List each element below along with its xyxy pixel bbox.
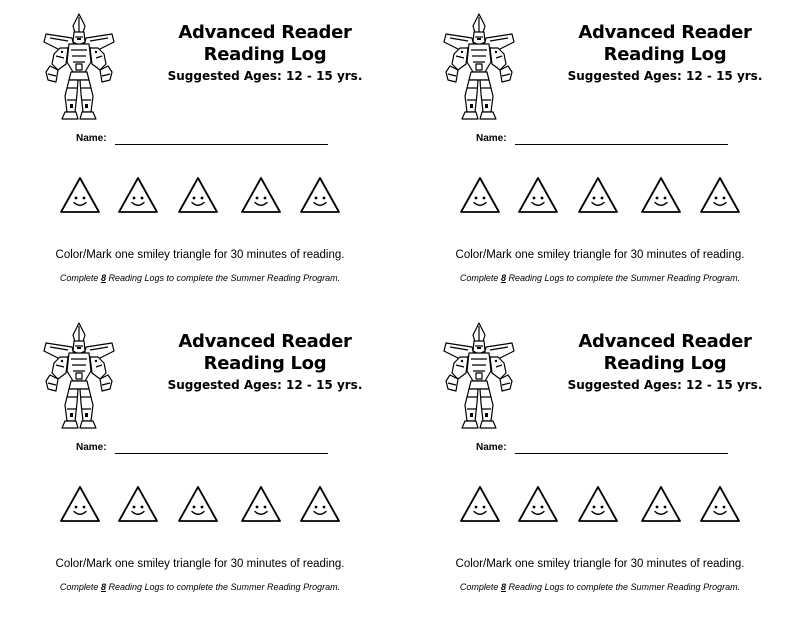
smiley-triangle-icon[interactable] (239, 484, 283, 524)
robot-icon (438, 12, 520, 122)
name-field[interactable] (115, 444, 328, 454)
completion-prefix: Complete (59, 273, 101, 283)
completion-number: 8 (500, 273, 506, 283)
card-title-line1: Advanced Reader (178, 22, 352, 43)
reading-log-card (0, 0, 400, 309)
name-field[interactable] (515, 135, 728, 145)
name-label: Name: (76, 442, 107, 453)
completion-prefix: Complete (59, 582, 101, 592)
name-row (76, 133, 328, 145)
smiley-triangle-row (458, 484, 748, 526)
smiley-triangle-icon[interactable] (116, 484, 160, 524)
smiley-triangle-icon[interactable] (176, 484, 220, 524)
reading-log-card (0, 309, 400, 618)
card-title-line2: Reading Log (203, 353, 327, 374)
smiley-triangle-row (458, 175, 748, 217)
completion-note (400, 272, 800, 284)
completion-suffix: Reading Logs to complete the Summer Reading Program. (505, 273, 741, 283)
reading-log-card (400, 309, 800, 618)
name-label: Name: (76, 133, 107, 144)
card-title-line1: Advanced Reader (578, 331, 752, 352)
name-label: Name: (476, 442, 507, 453)
completion-prefix: Complete (459, 582, 501, 592)
completion-number: 8 (500, 582, 506, 592)
instruction-text: Color/Mark one smiley triangle for 30 minutes of reading. (455, 249, 745, 261)
name-field[interactable] (115, 135, 328, 145)
smiley-triangle-icon[interactable] (698, 175, 742, 215)
smiley-triangle-icon[interactable] (58, 175, 102, 215)
instruction-text: Color/Mark one smiley triangle for 30 minutes of reading. (455, 558, 745, 570)
completion-note (0, 272, 400, 284)
card-title-line2: Reading Log (603, 44, 727, 65)
card-title-line2: Reading Log (203, 44, 327, 65)
smiley-triangle-icon[interactable] (576, 175, 620, 215)
smiley-triangle-row (58, 484, 348, 526)
smiley-triangle-icon[interactable] (458, 175, 502, 215)
robot-icon (38, 321, 120, 431)
smiley-triangle-row (58, 175, 348, 217)
smiley-triangle-icon[interactable] (116, 175, 160, 215)
instruction-text: Color/Mark one smiley triangle for 30 minutes of reading. (55, 249, 345, 261)
smiley-triangle-icon[interactable] (239, 175, 283, 215)
smiley-triangle-icon[interactable] (516, 484, 560, 524)
smiley-triangle-icon[interactable] (298, 484, 342, 524)
smiley-triangle-icon[interactable] (516, 175, 560, 215)
smiley-triangle-icon[interactable] (698, 484, 742, 524)
suggested-ages: Suggested Ages: 12 - 15 yrs. (567, 378, 763, 392)
robot-icon (38, 12, 120, 122)
smiley-triangle-icon[interactable] (58, 484, 102, 524)
completion-number: 8 (100, 273, 106, 283)
instruction-text: Color/Mark one smiley triangle for 30 minutes of reading. (55, 558, 345, 570)
card-title-line1: Advanced Reader (578, 22, 752, 43)
completion-note (400, 581, 800, 593)
name-row (476, 442, 728, 454)
name-row (476, 133, 728, 145)
completion-prefix: Complete (459, 273, 501, 283)
smiley-triangle-icon[interactable] (176, 175, 220, 215)
smiley-triangle-icon[interactable] (639, 175, 683, 215)
suggested-ages: Suggested Ages: 12 - 15 yrs. (567, 69, 763, 83)
card-title-line1: Advanced Reader (178, 331, 352, 352)
title-block (535, 22, 795, 84)
smiley-triangle-icon[interactable] (458, 484, 502, 524)
robot-icon (438, 321, 520, 431)
completion-number: 8 (100, 582, 106, 592)
smiley-triangle-icon[interactable] (639, 484, 683, 524)
smiley-triangle-icon[interactable] (298, 175, 342, 215)
suggested-ages: Suggested Ages: 12 - 15 yrs. (167, 378, 363, 392)
name-label: Name: (476, 133, 507, 144)
suggested-ages: Suggested Ages: 12 - 15 yrs. (167, 69, 363, 83)
completion-suffix: Reading Logs to complete the Summer Reading Program. (105, 273, 341, 283)
title-block (135, 22, 395, 84)
title-block (535, 331, 795, 393)
completion-suffix: Reading Logs to complete the Summer Reading Program. (105, 582, 341, 592)
name-field[interactable] (515, 444, 728, 454)
reading-log-card (400, 0, 800, 309)
title-block (135, 331, 395, 393)
completion-suffix: Reading Logs to complete the Summer Reading Program. (505, 582, 741, 592)
card-title-line2: Reading Log (603, 353, 727, 374)
smiley-triangle-icon[interactable] (576, 484, 620, 524)
completion-note (0, 581, 400, 593)
name-row (76, 442, 328, 454)
